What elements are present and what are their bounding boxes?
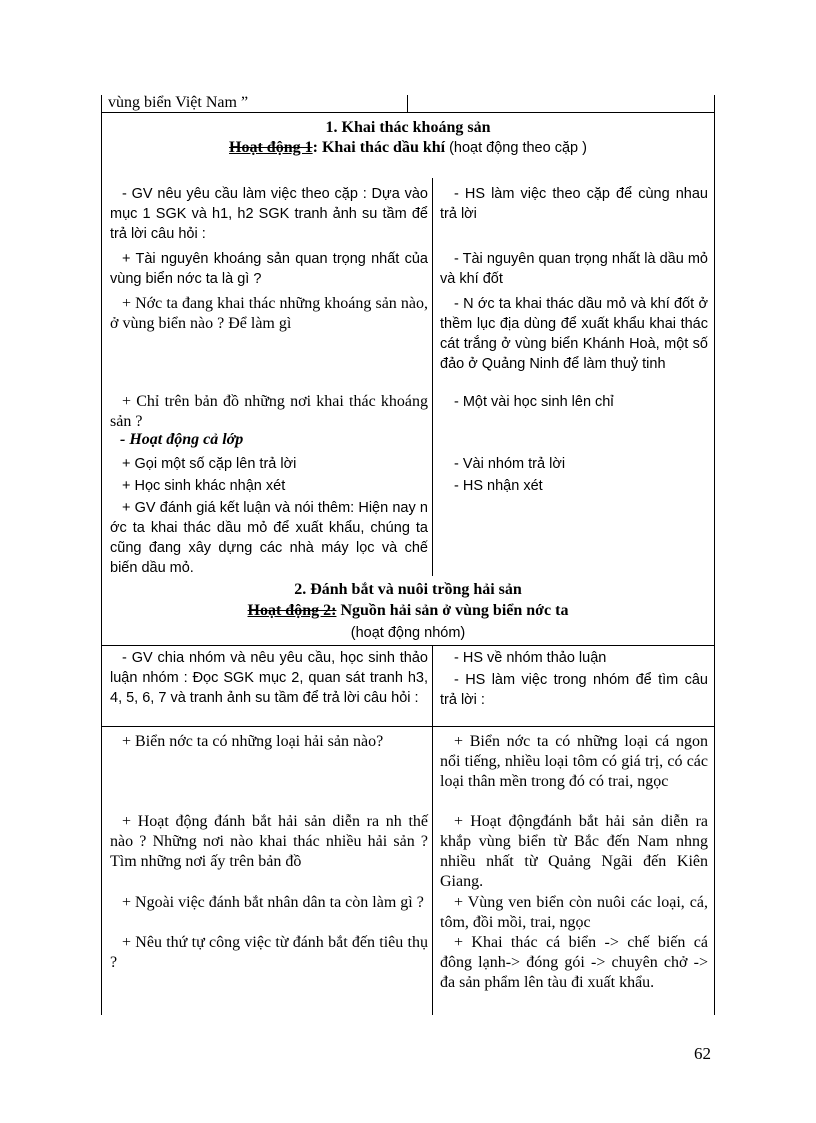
- activity1-heading: [102, 138, 714, 158]
- activity1-title: : Khai thác dầu khí: [312, 139, 446, 156]
- question-1-5: + Học sinh khác nhận xét: [122, 478, 286, 494]
- hs-intro-2-1: - HS về nhóm thảo luận: [454, 650, 607, 666]
- answer-1-2: - N ớc ta khai thác dầu mỏ và khí đốt ở thềm lục địa dùng để xuất khẩu khai thác cát trắng ở vùng biển Khánh Hoà, một số đảo ở Quảng Ninh để làm thuỷ tinh: [440, 296, 708, 372]
- question-1-1: + Tài nguyên khoáng sản quan trọng nhất của vùng biển nớc ta là gì ?: [110, 251, 428, 287]
- column-divider-2: [432, 645, 433, 1015]
- left-border: [101, 95, 102, 1015]
- column-divider-1: [432, 178, 433, 576]
- gv-intro-1: - GV nêu yêu cầu làm việc theo cặp : Dựa vào mục 1 SGK và h1, h2 SGK tranh ảnh su tầm để trả lời câu hỏi :: [110, 186, 428, 242]
- section1-title: 1. Khai thác khoáng sản: [325, 119, 491, 136]
- question-2-2: + Hoạt động đánh bắt hải sản diễn ra nh thế nào ? Những nơi nào khai thác nhiều hải sản ? Tìm những nơi ấy trên bản đồ: [110, 813, 428, 870]
- question-1-2: + Nớc ta đang khai thác những khoáng sản nào, ở vùng biển nào ? Để làm gì: [110, 295, 428, 332]
- hs-intro-1: - HS làm việc theo cặp để cùng nhau trả lời: [440, 186, 708, 222]
- question-1-3: + Chỉ trên bản đồ những nơi khai thác khoáng sản ?: [110, 393, 428, 430]
- answer-2-4: + Khai thác cá biển -> chế biến cá đông lạnh-> đóng gói -> chuyên chở -> đa sản phẩm lên tàu đi xuất khẩu.: [440, 934, 708, 991]
- answer-1-5: - HS nhận xét: [454, 478, 543, 494]
- top-cell-divider: [407, 95, 408, 113]
- hs-intro-2-2: - HS làm việc trong nhóm để tìm câu trả lời :: [440, 672, 708, 708]
- activity1-label: Hoạt động 1: [229, 139, 313, 156]
- question-1-4: + Gọi một số cặp lên trả lời: [122, 456, 297, 472]
- answer-1-1: - Tài nguyên quan trọng nhất là dầu mỏ và khí đốt: [440, 251, 708, 287]
- section2-title: 2. Đánh bắt và nuôi trồng hải sản: [294, 581, 522, 598]
- answer-2-3: + Vùng ven biển còn nuôi các loại, cá, tôm, đồi mồi, trai, ngọc: [440, 894, 708, 931]
- class-activity-label: - Hoạt động cả lớp: [120, 431, 244, 448]
- answer-1-3: - Một vài học sinh lên chỉ: [454, 394, 614, 410]
- activity2-note: (hoạt động nhóm): [350, 625, 466, 641]
- activity2-title: Nguồn hải sản ở vùng biển nớc ta: [336, 602, 569, 619]
- answer-2-2: + Hoạt độngđánh bắt hải sản diễn ra khắp vùng biển từ Bắc đến Nam nhng nhiều nhất từ Quảng Ngãi đến Kiên Giang.: [440, 813, 708, 890]
- question-2-3: + Ngoài việc đánh bắt nhân dân ta còn làm gì ?: [122, 894, 424, 911]
- question-2-4: + Nêu thứ tự công việc từ đánh bắt đến tiêu thụ ?: [110, 934, 428, 971]
- activity2-heading: [102, 601, 714, 621]
- row-rule-1: [101, 645, 715, 646]
- page-number: 62: [694, 1044, 711, 1063]
- row-rule-2: [101, 726, 715, 727]
- gv-intro-2: - GV chia nhóm và nêu yêu cầu, học sinh thảo luận nhóm : Đọc SGK mục 2, quan sát tranh h3, 4, 5, 6, 7 và tranh ảnh su tầm để trả lời câu hỏi :: [110, 650, 428, 706]
- question-2-1: + Biển nớc ta có những loại hải sản nào?: [122, 733, 384, 750]
- answer-1-4: - Vài nhóm trả lời: [454, 456, 566, 472]
- top-left-text: vùng biển Việt Nam ”: [108, 94, 249, 111]
- right-border: [714, 95, 715, 1015]
- activity1-note: (hoạt động theo cặp ): [449, 140, 587, 156]
- question-1-6: + GV đánh giá kết luận và nói thêm: Hiện nay n ớc ta khai thác dầu mỏ để xuất khẩu, chúng ta cũng đang xây dựng các nhà máy lọc và chế biến dầu mỏ.: [110, 500, 428, 576]
- activity2-label: Hoạt động 2:: [247, 602, 337, 619]
- answer-2-1: + Biển nớc ta có những loại cá ngon nổi tiếng, nhiều loại tôm có giá trị, có các loại thân mền trong đó có trai, ngọc: [440, 733, 708, 790]
